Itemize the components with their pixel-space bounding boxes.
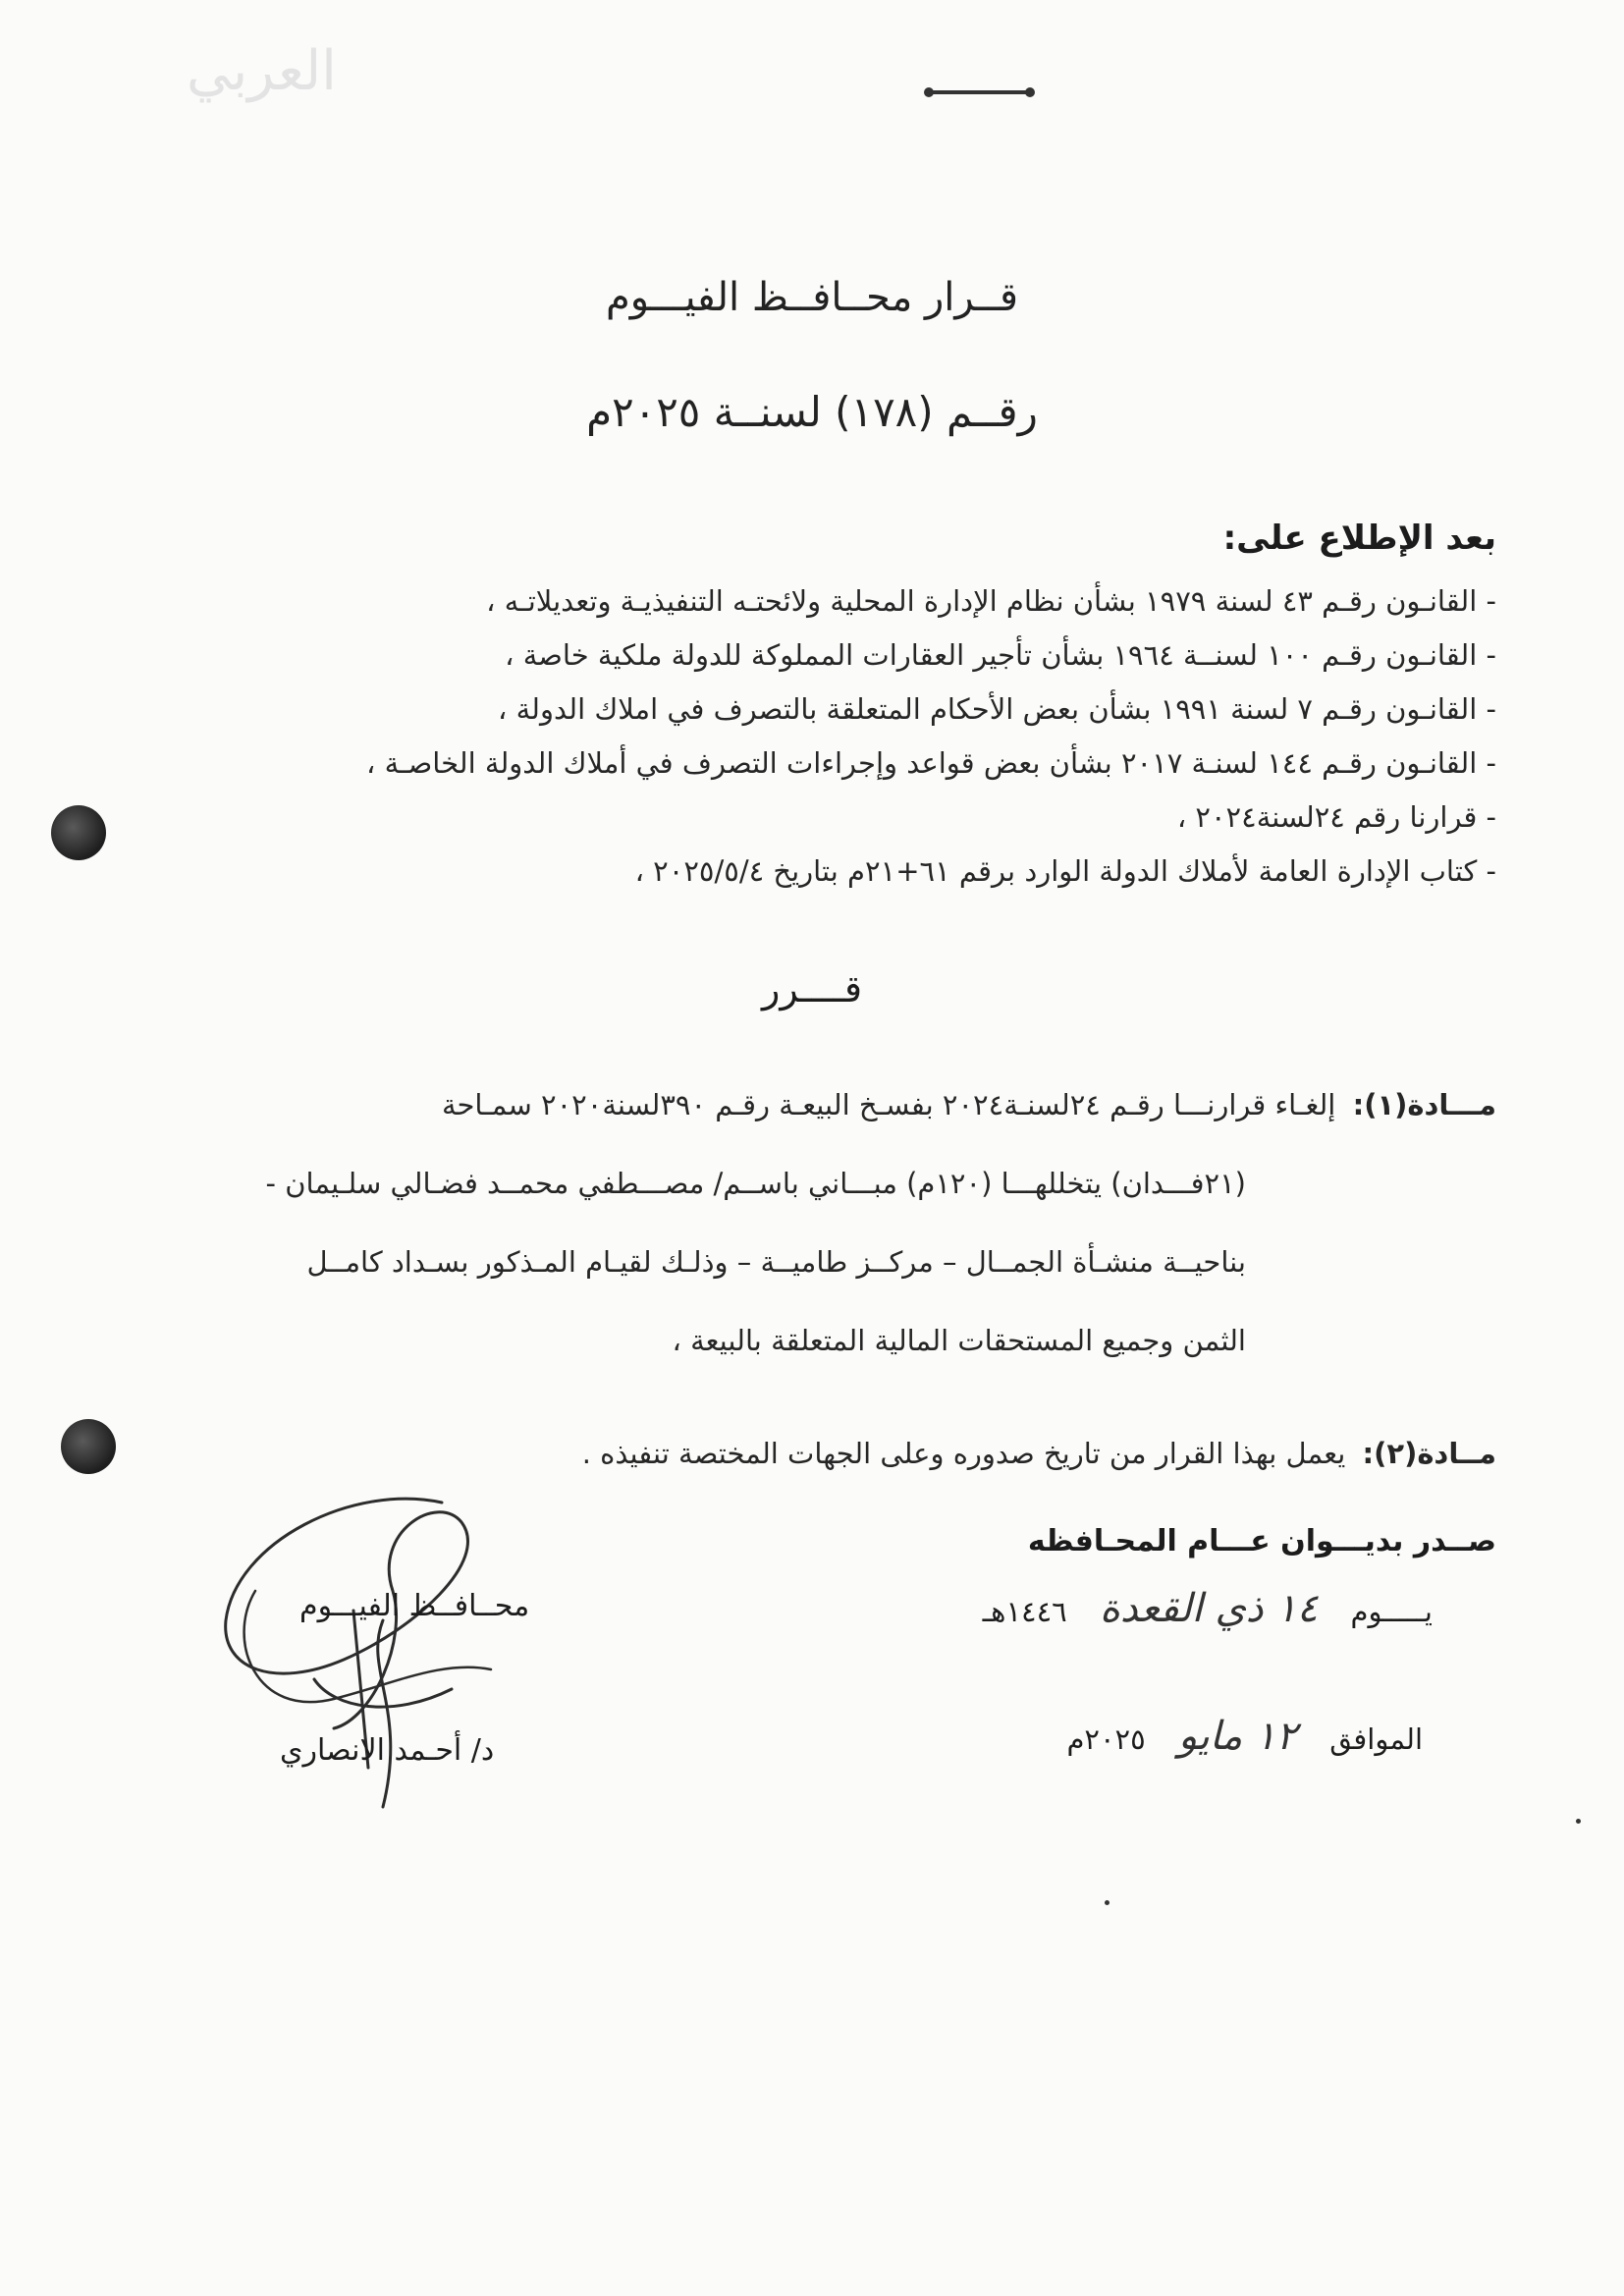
punch-hole (61, 1419, 116, 1474)
signatory-title: محــافــظ الفيـــوم (299, 1589, 530, 1623)
article-1-text: إلغـاء قرارنـــا رقـم ٢٤لسنـة٢٠٢٤ بفسـخ البيعـة رقـم ٣٩٠لسنة٢٠٢٠ سمـاحة (441, 1088, 1336, 1121)
article-1-line: بناحيــة منشـأة الجمــال – مركــز طاميــة – وذلـك لقيـام المـذكور بسـداد كامــل (306, 1245, 1246, 1279)
gregorian-date (1066, 1714, 1423, 1759)
hijri-handwritten-date: ١٤ ذي القعدة (1099, 1586, 1319, 1631)
greg-prefix: الموافق (1329, 1722, 1423, 1756)
law-reference-item: - القانـون رقـم ١٠٠ لسنــة ١٩٦٤ بشأن تأجير العقارات المملوكة للدولة ملكية خاصة ، (505, 638, 1496, 672)
signatory-name: د/ أحـمد الانصاري (280, 1733, 495, 1768)
law-reference-item: - القانـون رقـم ١٤٤ لسنـة ٢٠١٧ بشأن بعض قواعد وإجراءات التصرف في أملاك الدولة الخاصـة ، (365, 746, 1496, 780)
article-2-text: يعمل بهذا القرار من تاريخ صدوره وعلى الجهات المختصة تنفيذه . (581, 1437, 1346, 1470)
faint-stamp: العربي (187, 39, 337, 103)
decree-number: رقــم (١٧٨) لسنــة ٢٠٢٥م (586, 388, 1038, 436)
top-dash-mark (928, 90, 1031, 94)
law-reference-item: - القانـون رقـم ٤٣ لسنة ١٩٧٩ بشأن نظام الإدارة المحلية ولائحتـه التنفيذيـة وتعديلاتـه ، (486, 584, 1496, 618)
scan-speck (1105, 1900, 1110, 1905)
punch-hole (51, 805, 106, 860)
article-1-line (122, 1066, 1496, 1144)
law-reference-item: - كتاب الإدارة العامة لأملاك الدولة الوارد برقم ٦١+٢١م بتاريخ ٢٠٢٥/٥/٤ ، (634, 854, 1496, 888)
article-1-line: (٢١فـــدان) يتخللهـــا (١٢٠م) مبـــاني باســم/ مصـــطفي محمــد فضـالي سلـيمان - (265, 1167, 1246, 1200)
greg-handwritten-date: ١٢ مايو (1177, 1714, 1298, 1759)
day-prefix: يـــــوم (1350, 1595, 1433, 1628)
law-references-list (102, 574, 1496, 899)
greg-year: ٢٠٢٥م (1066, 1722, 1146, 1756)
law-reference-item: - قرارنا رقم ٢٤لسنة٢٠٢٤ ، (1176, 800, 1496, 834)
hijri-year: ١٤٤٦هـ (982, 1595, 1067, 1628)
article-1-line: الثمن وجميع المستحقات المالية المتعلقة بالبيعة ، (672, 1324, 1246, 1357)
article-1-label: مـــادة(١): (1352, 1088, 1496, 1121)
law-reference-item: - القانـون رقـم ٧ لسنة ١٩٩١ بشأن بعض الأحكام المتعلقة بالتصرف في املاك الدولة ، (498, 692, 1496, 726)
decree-heading: قــــرر (761, 967, 862, 1011)
hijri-date (983, 1586, 1433, 1631)
decree-title: قــرار محــافــظ الفيـــوم (605, 275, 1019, 320)
article-1 (122, 1066, 1496, 1380)
issued-at-line: صــدر بديـــوان عـــام المحـافظه (1027, 1524, 1496, 1558)
article-2 (122, 1429, 1496, 1478)
scan-speck (1576, 1819, 1581, 1824)
preamble-heading: بعد الإطلاع على: (1222, 519, 1496, 558)
article-2-label: مــادة(٢): (1362, 1437, 1496, 1470)
